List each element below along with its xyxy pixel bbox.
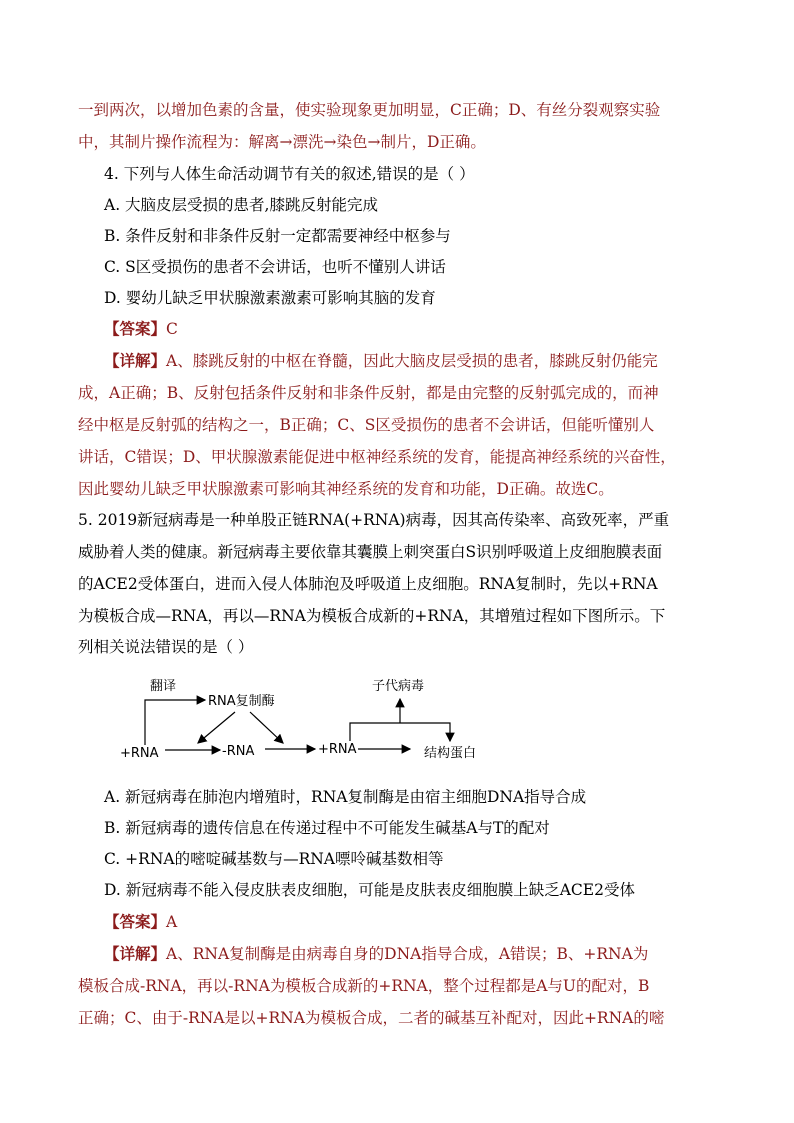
label-translate: 翻译 <box>150 679 177 694</box>
arrow-to-structural <box>350 723 450 741</box>
question-5-option-b: B. 新冠病毒的遗传信息在传递过程中不可能发生碱基A与T的配对 <box>104 819 550 837</box>
label-offspring-virus: 子代病毒 <box>372 679 425 694</box>
answer-value: A <box>166 913 178 931</box>
detail-4-line: 成，A正确；B、反射包括条件反射和非条件反射，都是由完整的反射弧完成的，而神 <box>78 384 659 402</box>
replication-diagram <box>110 665 510 775</box>
question-4-stem: 4. 下列与人体生命活动调节有关的叙述,错误的是（ ） <box>104 165 475 183</box>
detail-text: A、膝跳反射的中枢在脊髓，因此大脑皮层受损的患者，膝跳反射仍能完 <box>166 352 658 370</box>
answer-label: 【答案】 <box>104 319 167 338</box>
detail-4-line: 讲话，C错误；D、甲状腺激素能促进中枢神经系统的发育，能提高神经系统的兴奋性， <box>78 448 676 466</box>
detail-5-line: 模板合成-RNA，再以-RNA为模板合成新的+RNA，整个过程都是A与U的配对，B <box>78 977 650 995</box>
answer-value: C <box>166 320 178 338</box>
label-plus-rna: +RNA <box>120 746 159 761</box>
question-4-option-d: D. 婴幼儿缺乏甲状腺激素激素可影响其脑的发育 <box>104 289 436 307</box>
arrow-enzyme-left <box>198 712 235 743</box>
question-5-option-a: A. 新冠病毒在肺泡内增殖时，RNA复制酶是由宿主细胞DNA指导合成 <box>104 788 587 806</box>
detail-4-line: 因此婴幼儿缺乏甲状腺激素可影响其神经系统的发育和功能，D正确。故选C。 <box>78 480 614 498</box>
question-5-stem: 5. 2019新冠病毒是一种单股正链RNA(+RNA)病毒，因其高传染率、高致死率，严重 <box>78 511 670 529</box>
answer-5 <box>104 912 744 932</box>
answer-4 <box>104 319 744 339</box>
label-structural-protein: 结构蛋白 <box>424 746 477 761</box>
label-rna-replicase: RNA复制酶 <box>208 694 275 709</box>
question-5-stem: 的ACE2受体蛋白，进而入侵人体肺泡及呼吸道上皮细胞。RNA复制时，先以+RNA <box>78 575 658 593</box>
detail-4-line <box>104 351 719 371</box>
question-5-stem: 威胁着人类的健康。新冠病毒主要依靠其囊膜上刺突蛋白S识别呼吸道上皮细胞膜表面 <box>78 543 663 561</box>
question-5-option-d: D. 新冠病毒不能入侵皮肤表皮细胞，可能是皮肤表皮细胞膜上缺乏ACE2受体 <box>104 881 635 899</box>
text-line: 一到两次，以增加色素的含量，使实验现象更加明显，C正确；D、有丝分裂观察实验 <box>78 101 661 119</box>
label-plus-rna-new: +RNA <box>318 742 357 757</box>
detail-5-line <box>104 944 719 964</box>
detail-text: A、RNA复制酶是由病毒自身的DNA指导合成，A错误；B、+RNA为 <box>166 945 649 963</box>
question-4-option-a: A. 大脑皮层受损的患者,膝跳反射能完成 <box>104 196 378 214</box>
label-minus-rna: -RNA <box>222 744 255 759</box>
detail-label: 【详解】 <box>104 351 167 370</box>
detail-5-line: 正确；C、由于-RNA是以+RNA为模板合成，二者的碱基互补配对，因此+RNA的嘧 <box>78 1009 665 1027</box>
arrow-enzyme-right <box>250 712 283 743</box>
detail-4-line: 经中枢是反射弧的结构之一，B正确；C、S区受损伤的患者不会讲话，但能听懂别人 <box>78 416 655 434</box>
answer-label: 【答案】 <box>104 912 167 931</box>
question-5-stem: 列相关说法错误的是（ ） <box>78 638 254 656</box>
question-5-stem: 为模板合成—RNA，再以—RNA为模板合成新的+RNA，其增殖过程如下图所示。下 <box>78 607 666 625</box>
detail-label: 【详解】 <box>104 944 167 963</box>
arrow-translate <box>145 700 205 745</box>
text-line: 中，其制片操作流程为：解离→漂洗→染色→制片，D正确。 <box>78 133 486 151</box>
question-4-option-c: C. S区受损伤的患者不会讲话，也听不懂别人讲话 <box>104 258 446 276</box>
question-5-option-c: C. +RNA的嘧啶碱基数与—RNA嘌呤碱基数相等 <box>104 850 444 868</box>
question-4-option-b: B. 条件反射和非条件反射一定都需要神经中枢参与 <box>104 227 451 245</box>
